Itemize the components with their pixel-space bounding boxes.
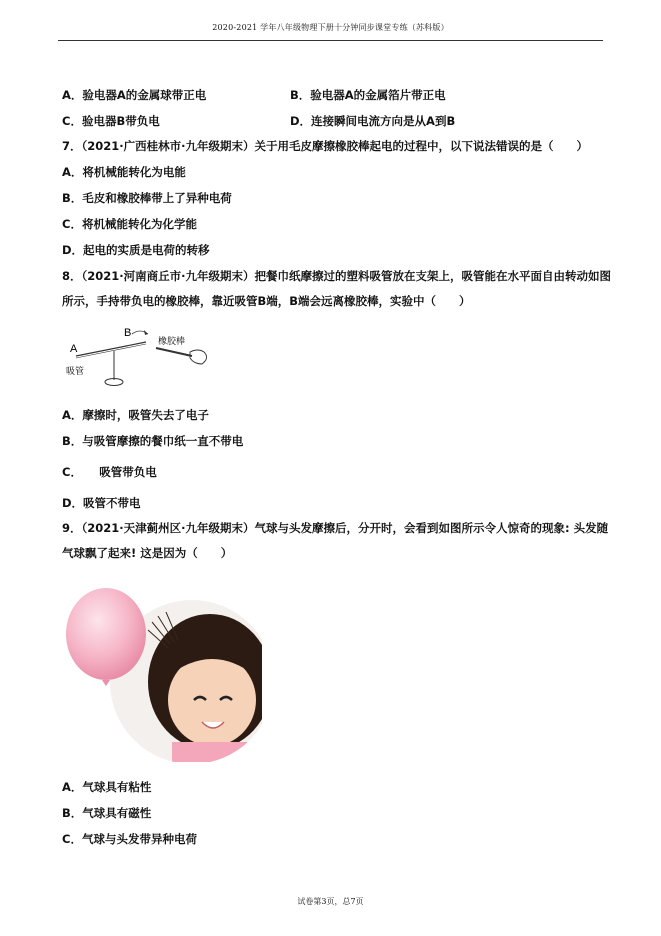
q6-option-b: B．验电器A的金属箔片带正电: [290, 88, 446, 102]
q8-option-c: C． 吸管带负电: [62, 465, 157, 479]
q7-option-a: A．将机械能转化为电能: [62, 165, 186, 179]
figure-label-straw: 吸管: [66, 367, 85, 377]
q9-option-b: B．气球具有磁性: [62, 806, 152, 820]
page-header: 2020-2021 学年八年级物理下册十分钟同步课堂专练（苏科版）: [212, 23, 449, 32]
figure-label-a: A: [70, 343, 78, 355]
figure-label-b: B: [124, 327, 132, 339]
q8-stem-line2: 所示，手持带负电的橡胶棒，靠近吸管B端，B端会远离橡胶棒，实验中（ ）: [62, 294, 471, 308]
q6-option-c: C．验电器B带负电: [62, 114, 160, 128]
page-footer: 试卷第3页，总7页: [297, 897, 364, 906]
q7-option-b: B．毛皮和橡胶棒带上了异种电荷: [62, 191, 232, 205]
balloon-icon: [66, 588, 146, 680]
header-divider: [58, 40, 603, 41]
q8-option-d: D．吸管不带电: [62, 496, 141, 510]
q9-stem-line1: 9．（2021·天津蓟州区·九年级期末）气球与头发摩擦后，分开时，会看到如图所示令人惊奇的现象: 头发随: [62, 521, 609, 535]
q6-option-a: A．验电器A的金属球带正电: [62, 88, 207, 102]
q7-stem: 7．（2021·广西桂林市·九年级期末）关于用毛皮摩擦橡胶棒起电的过程中，以下说法错误的是（ ）: [62, 139, 588, 153]
q8-option-a: A．摩擦时，吸管失去了电子: [62, 408, 209, 422]
q8-option-b: B．与吸管摩擦的餐巾纸一直不带电: [62, 434, 244, 448]
figure-label-rod: 橡胶棒: [158, 337, 186, 347]
q7-option-c: C．将机械能转化为化学能: [62, 217, 197, 231]
balloon-hair-photo: [62, 582, 262, 762]
q7-option-d: D．起电的实质是电荷的转移: [62, 243, 210, 257]
q9-stem-line2: 气球飘了起来! 这是因为（ ）: [62, 546, 233, 560]
q6-option-d: D．连接瞬间电流方向是从A到B: [290, 114, 456, 128]
straw-rod-figure: [62, 318, 222, 390]
q9-option-a: A．气球具有粘性: [62, 780, 152, 794]
q8-stem-line1: 8．（2021·河南商丘市·九年级期末）把餐巾纸摩擦过的塑料吸管放在支架上，吸管能在水平面自由转动如图: [62, 269, 611, 283]
q9-option-c: C．气球与头发带异种电荷: [62, 832, 197, 846]
